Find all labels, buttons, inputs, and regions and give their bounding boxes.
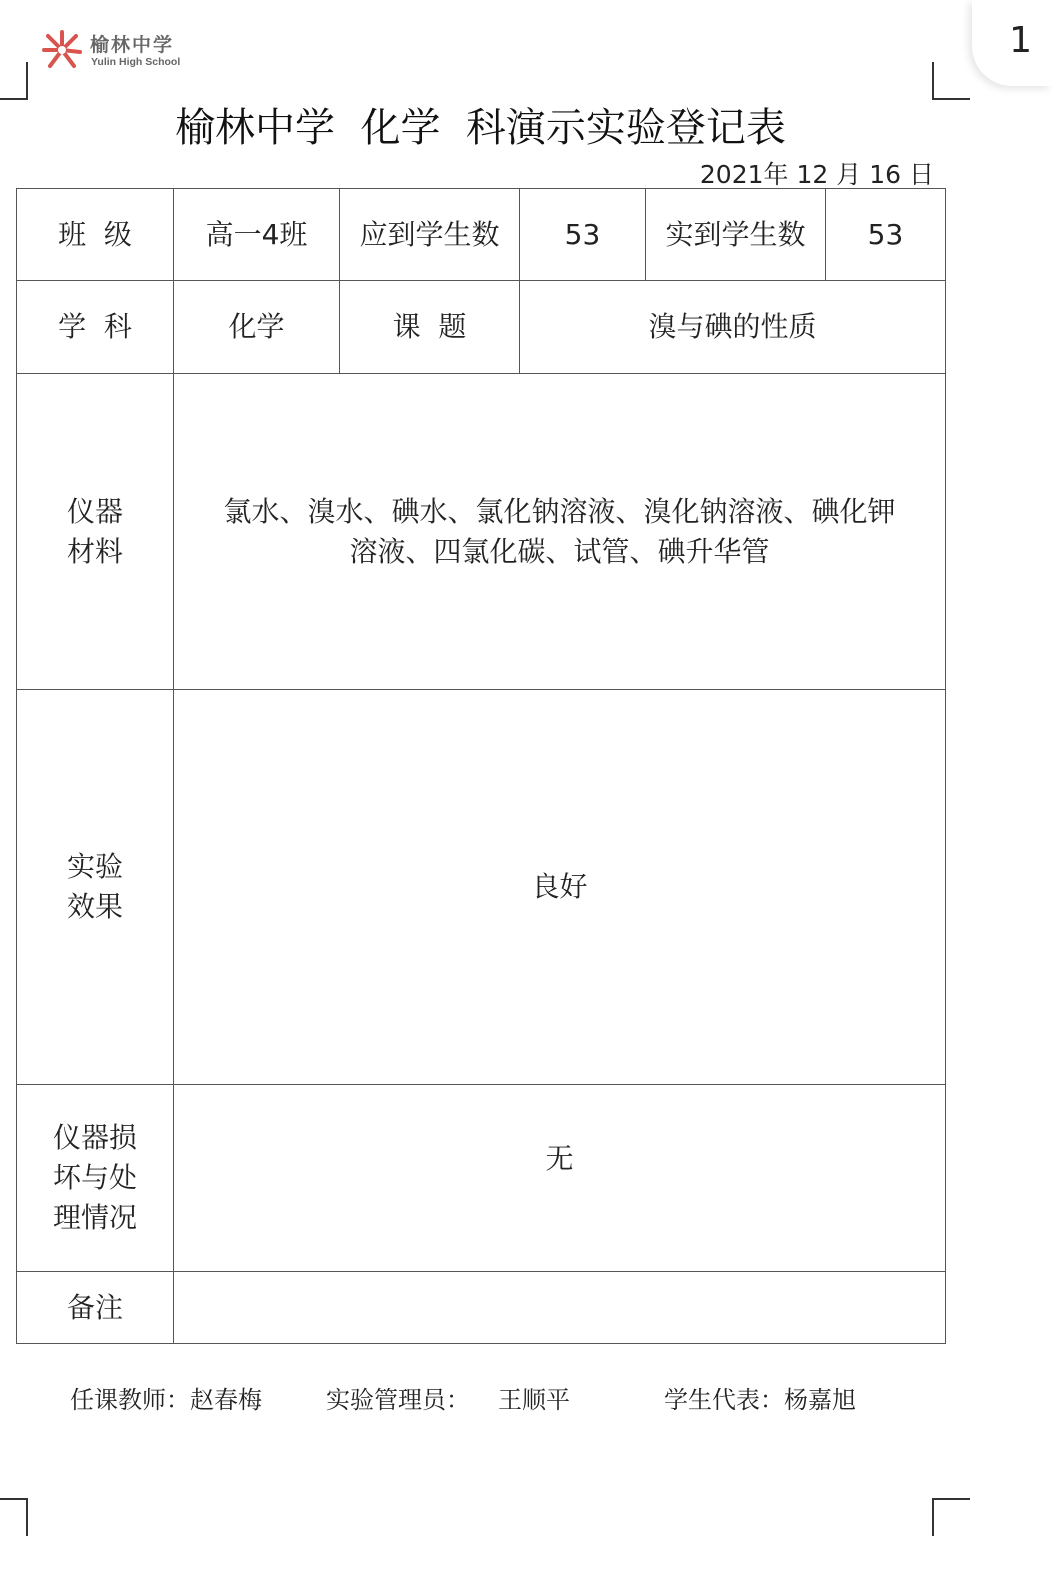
table-row-damage xyxy=(17,1085,946,1272)
table-row-class xyxy=(17,189,946,281)
logo-school-name: 榆林中学 xyxy=(90,34,175,56)
date-month: 12 xyxy=(796,160,829,189)
table-row-materials xyxy=(17,374,946,690)
topic-label: 课 题 xyxy=(340,281,520,374)
school-logo xyxy=(40,28,210,74)
effect-label xyxy=(17,690,174,1085)
class-label: 班 级 xyxy=(17,189,174,281)
logo-school-name-en: Yulin High School xyxy=(91,56,181,68)
topic-value: 溴与碘的性质 xyxy=(520,281,946,374)
crop-mark-top-left xyxy=(0,62,28,100)
admin-label: 实验管理员： xyxy=(326,1386,470,1414)
remarks-value xyxy=(174,1272,946,1344)
table-row-subject xyxy=(17,281,946,374)
table-row-effect xyxy=(17,690,946,1085)
table-row-remarks xyxy=(17,1272,946,1344)
crop-mark-bottom-left xyxy=(0,1498,28,1536)
damage-label-line-3: 理情况 xyxy=(52,1201,137,1234)
materials-value-line-2: 溶液、四氯化碳、试管、碘升华管 xyxy=(349,534,770,568)
page-title: 榆林中学 化学 科演示实验登记表 xyxy=(175,105,786,151)
subject-label: 学 科 xyxy=(17,281,174,374)
teacher-label: 任课教师： xyxy=(70,1386,190,1414)
crop-mark-bottom-right xyxy=(932,1498,970,1536)
date-day-unit: 日 xyxy=(908,160,934,189)
date-line xyxy=(700,155,934,191)
date-day: 16 xyxy=(869,160,902,189)
actual-students-value: 53 xyxy=(826,189,946,281)
teacher-signature xyxy=(70,1380,262,1415)
damage-label-line-2: 坏与处 xyxy=(52,1161,137,1194)
materials-label-line-1: 仪器 xyxy=(66,494,123,528)
remarks-label: 备注 xyxy=(17,1272,174,1344)
effect-label-line-2: 效果 xyxy=(66,890,123,923)
damage-label-line-1: 仪器损 xyxy=(52,1121,137,1154)
materials-value xyxy=(174,374,946,690)
date-year: 2021年 xyxy=(699,160,789,189)
actual-students-label: 实到学生数 xyxy=(646,189,826,281)
effect-value: 良好 xyxy=(174,690,946,1085)
effect-label-line-1: 实验 xyxy=(66,850,123,883)
flower-emblem-icon xyxy=(40,28,84,72)
page-number: 1 xyxy=(1009,20,1032,61)
student-signature xyxy=(664,1380,856,1415)
page-number-tab xyxy=(972,0,1052,86)
teacher-name: 赵春梅 xyxy=(190,1386,262,1414)
subject-value: 化学 xyxy=(174,281,340,374)
experiment-register-table xyxy=(16,188,946,1344)
date-month-unit: 月 xyxy=(836,160,862,189)
damage-value: 无 xyxy=(174,1085,946,1272)
student-name: 杨嘉旭 xyxy=(784,1386,856,1414)
admin-signature xyxy=(326,1380,570,1415)
materials-value-line-1: 氯水、溴水、碘水、氯化钠溶液、溴化钠溶液、碘化钾 xyxy=(223,494,896,528)
student-label: 学生代表： xyxy=(664,1386,784,1414)
materials-label-line-2: 材料 xyxy=(66,534,123,568)
materials-label xyxy=(17,374,174,690)
crop-mark-top-right xyxy=(932,62,970,100)
damage-label xyxy=(17,1085,174,1272)
admin-name: 王顺平 xyxy=(498,1386,570,1414)
expected-students-value: 53 xyxy=(520,189,646,281)
class-value: 高一4班 xyxy=(174,189,340,281)
expected-students-label: 应到学生数 xyxy=(340,189,520,281)
